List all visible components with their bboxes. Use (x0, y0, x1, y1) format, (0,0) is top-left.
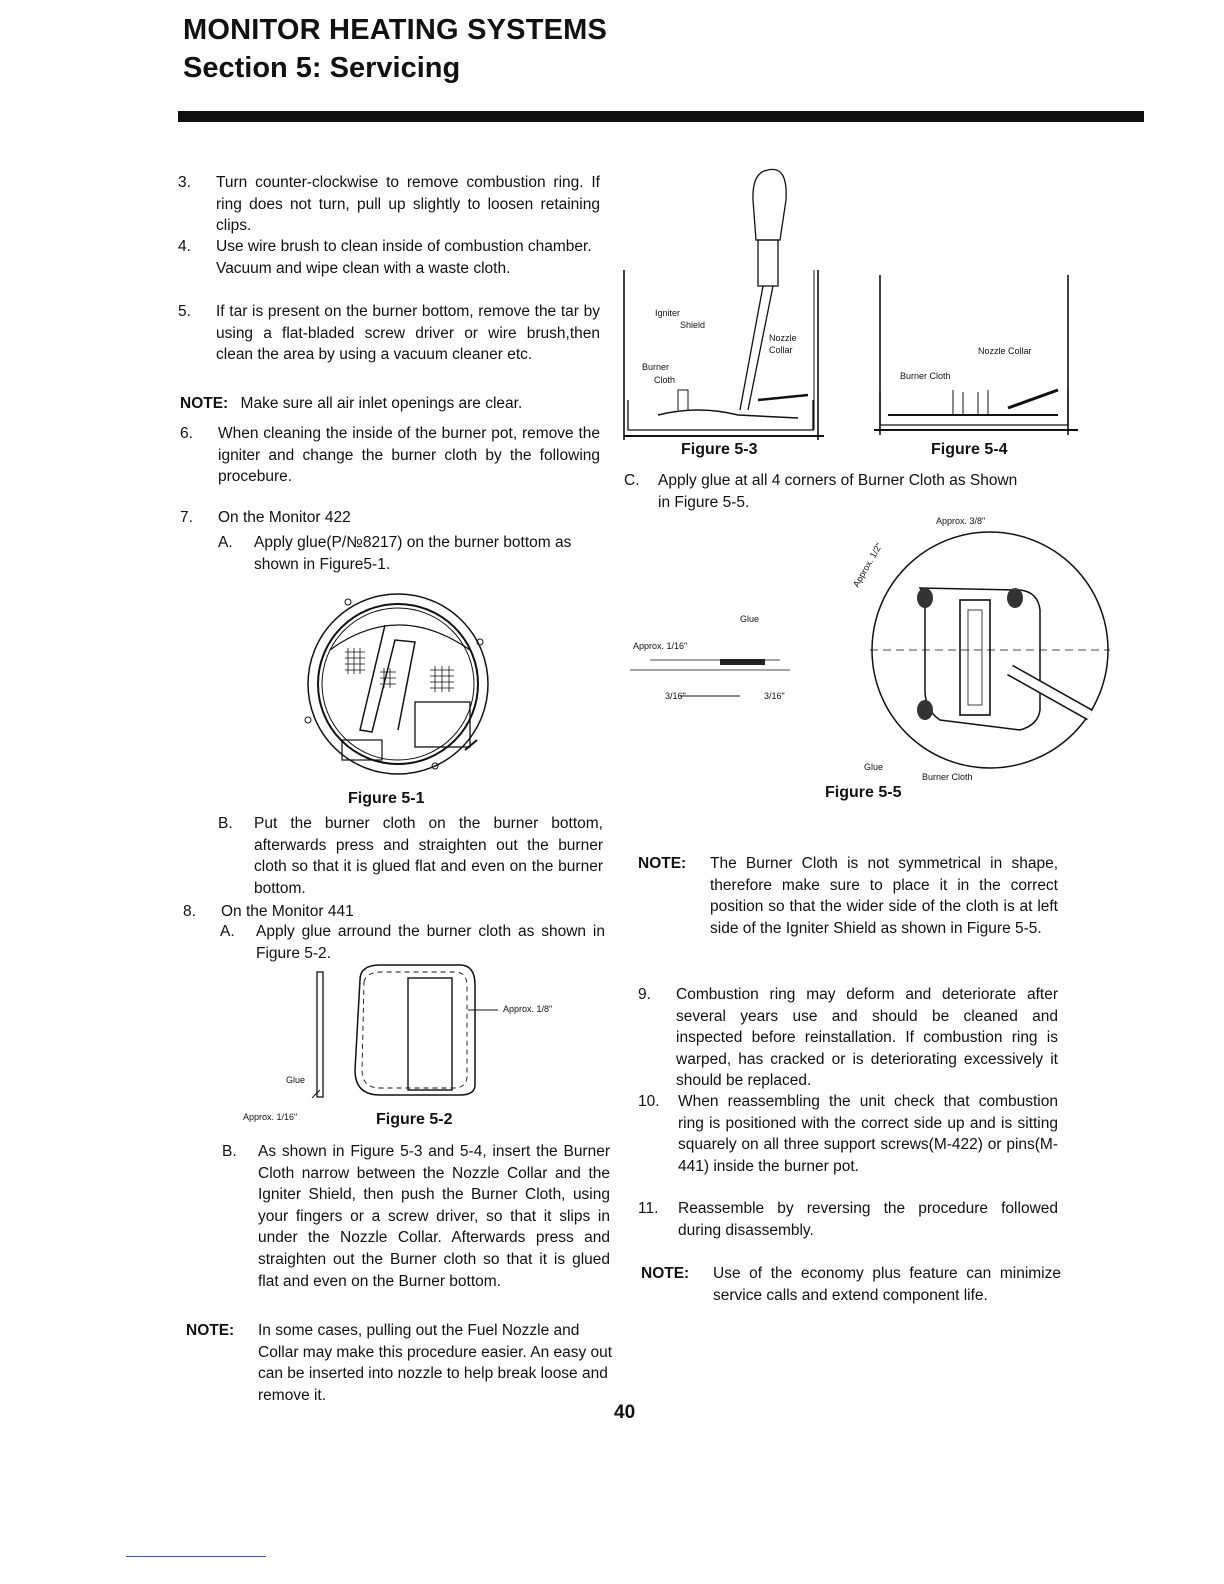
step-8a (220, 921, 605, 964)
step-text: Apply glue arround the burner cloth as shown in Figure 5-2. (256, 923, 605, 962)
figure-5-5-approx12-label: Approx. 1/2" (850, 541, 885, 589)
step-10 (638, 1091, 1058, 1177)
step-number: 7. (180, 509, 193, 526)
note-3 (638, 853, 1058, 939)
step-text: When reassembling the unit check that combustion ring is positioned with the correct side up and is sitting squarely on all three support screws(M-422) or pins(M-441) inside the burner pot. (678, 1093, 1058, 1175)
figure-5-4-diagram (868, 270, 1083, 440)
step-text: Turn counter-clockwise to remove combustion ring. If ring does not turn, pull up slightly to loosen retaining clips. (216, 174, 600, 235)
document-title: MONITOR HEATING SYSTEMS (183, 14, 608, 46)
step-number: 8. (183, 903, 196, 920)
step-text: Put the burner cloth on the burner bottom, afterwards press and straighten out the burner cloth so that it is glued flat and even on the burner bottom. (254, 815, 603, 897)
figure-5-3-nozzle-label: Nozzle (769, 333, 797, 343)
step-3 (178, 172, 600, 237)
step-text: Apply glue at all 4 corners of Burner Cloth as Shown in Figure 5-5. (658, 472, 1018, 511)
step-text: Reassemble by reversing the procedure followed during disassembly. (678, 1200, 1058, 1239)
note-label: NOTE: (180, 395, 229, 412)
figure-5-3-burner-label: Burner (642, 362, 670, 372)
figure-5-4-caption: Figure 5-4 (931, 441, 1008, 458)
note-text: Use of the economy plus feature can minimize service calls and extend component life. (713, 1265, 1061, 1304)
step-text: Apply glue(P/№8217) on the burner bottom as shown in Figure5-1. (254, 534, 572, 573)
note-label: NOTE: (186, 1322, 235, 1339)
step-11 (638, 1198, 1058, 1241)
note-4 (641, 1263, 1061, 1306)
figure-5-5-approx38-label: Approx. 3/8" (936, 516, 986, 526)
figure-5-2-approx-label: Approx. 1/8" (503, 1004, 553, 1014)
figure-5-5-316a-label: 3/16" (665, 691, 686, 701)
step-number: 10. (638, 1093, 660, 1110)
step-number: 3. (178, 174, 191, 191)
figure-5-3-diagram (618, 160, 828, 442)
note-label: NOTE: (641, 1265, 690, 1282)
step-text: As shown in Figure 5-3 and 5-4, insert the Burner Cloth narrow between the Nozzle Collar and the Igniter Shield, then push the Burner Cloth, using your fingers or a screw driver, so that it slips in under the Nozzle Collar. Afterwards press and straighten out the Burner cloth so that it is glued flat and even on the Burner bottom. (258, 1143, 610, 1290)
bottom-underline (126, 1556, 266, 1557)
step-label: B. (222, 1143, 237, 1160)
figure-5-5-glue-top-label: Glue (740, 614, 760, 624)
step-label: A. (220, 923, 235, 940)
step-6 (180, 423, 600, 488)
figure-5-5-glue-label: Glue (864, 762, 884, 772)
step-text-2: Vacuum and wipe clean with a waste cloth. (216, 259, 511, 277)
step-number: 6. (180, 425, 193, 442)
note-text: In some cases, pulling out the Fuel Nozzle and Collar may make this procedure easier. An easy out can be inserted into nozzle to help break loose and remove it. (258, 1322, 613, 1404)
step-8 (183, 901, 603, 923)
figure-5-2-glue-label: Glue (286, 1075, 306, 1085)
figure-5-2-diagram (300, 960, 500, 1110)
step-7 (180, 507, 600, 529)
step-text: If tar is present on the burner bottom, remove the tar by using a flat-bladed screw driver or wire brush,then clean the area by using a vacuum cleaner etc. (216, 303, 600, 364)
step-5 (178, 301, 600, 366)
figure-5-3-caption: Figure 5-3 (681, 441, 758, 458)
figure-5-5-approx116-label: Approx. 1/16" (633, 641, 688, 651)
step-number: 11. (638, 1200, 659, 1217)
step-label: A. (218, 534, 233, 551)
figure-5-3-collar-label: Collar (769, 345, 793, 355)
figure-5-4-collar-label: Nozzle Collar (978, 346, 1032, 356)
step-9 (638, 984, 1058, 1092)
step-text: On the Monitor 441 (221, 903, 354, 920)
step-number: 5. (178, 303, 191, 320)
step-c (624, 470, 1024, 513)
figure-5-2-approx2-label: Approx. 1/16" (243, 1112, 298, 1122)
note-2 (186, 1320, 614, 1406)
figure-5-5-316b-label: 3/16" (764, 691, 785, 701)
figure-5-3-cloth-label: Cloth (654, 375, 676, 385)
step-text: Use wire brush to clean inside of combustion chamber. (216, 238, 592, 255)
figure-5-3-shield-label: Shield (680, 320, 706, 330)
note-text: The Burner Cloth is not symmetrical in shape, therefore make sure to place it in the correct position so that the wider side of the cloth is at left side of the Igniter Shield as shown in Figure 5-5. (710, 855, 1058, 937)
step-text: Combustion ring may deform and deteriorate after several years use and should be cleaned and inspected before reinstallation. If combustion ring is warped, has cracked or is deteriorating excessively it should be replaced. (676, 986, 1058, 1090)
step-number: 9. (638, 986, 651, 1003)
page-number: 40 (614, 1402, 636, 1423)
figure-5-4-cloth-label: Burner Cloth (900, 371, 951, 381)
figure-5-3-igniter-label: Igniter (655, 308, 681, 318)
header-rule (178, 111, 1144, 122)
step-7a (218, 532, 603, 575)
step-label: B. (218, 815, 233, 832)
figure-5-1-caption: Figure 5-1 (348, 790, 425, 807)
note-label: NOTE: (638, 855, 687, 872)
figure-5-1-diagram (280, 580, 520, 790)
step-4 (178, 236, 600, 279)
figure-5-5-caption: Figure 5-5 (825, 784, 902, 801)
step-text: When cleaning the inside of the burner pot, remove the igniter and change the burner cloth by the following procebure. (218, 425, 600, 486)
step-label: C. (624, 472, 640, 489)
note-text: Make sure all air inlet openings are clear. (240, 395, 523, 412)
figure-5-5-cloth-label: Burner Cloth (922, 772, 973, 782)
figure-5-2-caption: Figure 5-2 (376, 1111, 453, 1128)
note-1 (180, 393, 610, 415)
step-8b (222, 1141, 610, 1292)
step-7b (218, 813, 603, 899)
step-text: On the Monitor 422 (218, 509, 351, 526)
section-title: Section 5: Servicing (183, 52, 461, 84)
step-number: 4. (178, 238, 191, 255)
